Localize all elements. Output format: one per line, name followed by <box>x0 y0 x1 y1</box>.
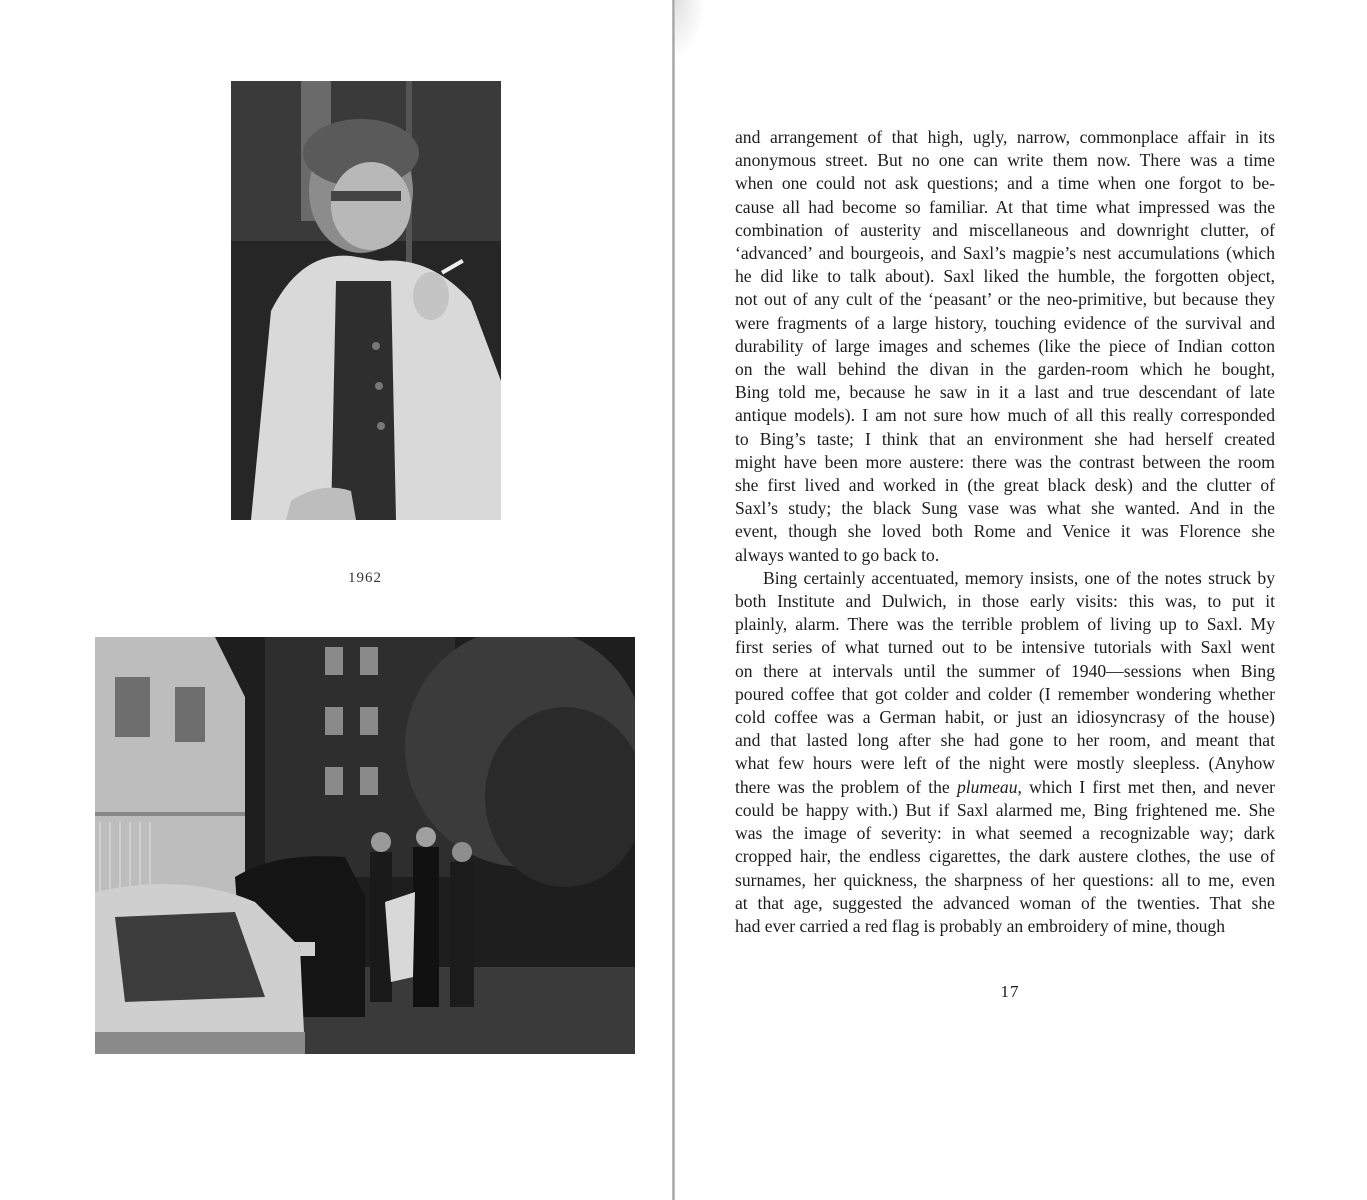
text-line: cropped hair, the endless cigarettes, the dark austere clothes, the use of <box>735 846 1275 867</box>
text-line: cause all had become so familiar. At that time what impressed was the <box>735 196 1275 217</box>
portrait-photo <box>231 81 501 520</box>
text-line: on the wall behind the divan in the garden-room which he bought, <box>735 359 1275 380</box>
text-line: Saxl’s study; the black Sung vase was what she wanted. And in the <box>735 498 1275 519</box>
text-line: when one could not ask questions; and a time when one forgot to be- <box>735 173 1275 194</box>
text-line: not out of any cult of the ‘peasant’ or the neo-primitive, but because they <box>735 289 1275 310</box>
text-line: there was the problem of the plumeau, which I first met then, and never <box>735 776 1275 797</box>
text-line: plainly, alarm. There was the terrible problem of living up to Saxl. My <box>735 614 1275 635</box>
text-line: event, though she loved both Rome and Venice it was Florence she <box>735 521 1275 542</box>
text-line: combination of austerity and miscellaneous and downright clutter, of <box>735 219 1275 240</box>
emphasized-word: plumeau <box>956 776 1018 797</box>
text-line: surnames, her quickness, the sharpness of her questions: all to me, even <box>735 869 1275 890</box>
street-photo-image <box>95 637 635 1054</box>
text-line: what few hours were left of the night were mostly sleepless. (Anyhow <box>735 753 1275 774</box>
text-line: durability of large images and schemes (like the piece of Indian cotton <box>735 335 1275 356</box>
text-line: always wanted to go back to. <box>735 544 940 565</box>
text-line: Bing certainly accentuated, memory insists, one of the notes struck by <box>763 567 1275 588</box>
text-line: might have been more austere: there was the contrast between the room <box>735 451 1275 472</box>
text-line: could be happy with.) But if Saxl alarmed me, Bing frightened me. She <box>735 799 1275 820</box>
left-page <box>0 0 673 1200</box>
text-line: ‘advanced’ and bourgeois, and Saxl’s magpie’s nest accumulations (which <box>735 243 1275 264</box>
text-line: both Institute and Dulwich, in those early visits: this was, to put it <box>735 591 1275 612</box>
photo-caption: 1962 <box>348 570 382 586</box>
text-line: he did like to talk about). Saxl liked the humble, the forgotten object, <box>735 266 1275 287</box>
text-line: Bing told me, because he saw in it a last and true descendant of late <box>735 382 1275 403</box>
text-line: and arrangement of that high, ugly, narrow, commonplace affair in its <box>735 127 1275 147</box>
text-line: she first lived and worked in (the great black desk) and the clutter of <box>735 475 1275 496</box>
text-line: were fragments of a large history, touching evidence of the survival and <box>735 312 1275 333</box>
text-line: was the image of severity: in what seemed a recognizable way; dark <box>735 823 1275 844</box>
text-line: antique models). I am not sure how much of all this really corresponded <box>735 405 1275 426</box>
text-line: first series of what turned out to be intensive tutorials with Saxl went <box>735 637 1275 658</box>
right-page <box>675 0 1367 1200</box>
text-line: had ever carried a red flag is probably an embroidery of mine, though <box>735 915 1225 936</box>
text-line: and that lasted long after she had gone to her room, and meant that <box>735 730 1275 751</box>
text-line: on there at intervals until the summer of 1940—sessions when Bing <box>735 660 1275 681</box>
text-line: poured coffee that got colder and colder (I remember wondering whether <box>735 683 1275 704</box>
text-line: cold coffee was a German habit, or just an idiosyncrasy of the house) <box>735 707 1275 728</box>
text-line: anonymous street. But no one can write them now. There was a time <box>735 150 1275 171</box>
text-line: to Bing’s taste; I think that an environment she had herself created <box>735 428 1275 449</box>
portrait-photo-image <box>231 81 501 520</box>
text-line: at that age, suggested the advanced woman of the twenties. That she <box>735 892 1275 913</box>
body-text <box>735 126 1275 938</box>
page-number: 17 <box>1000 982 1020 1001</box>
street-photo <box>95 637 635 1054</box>
